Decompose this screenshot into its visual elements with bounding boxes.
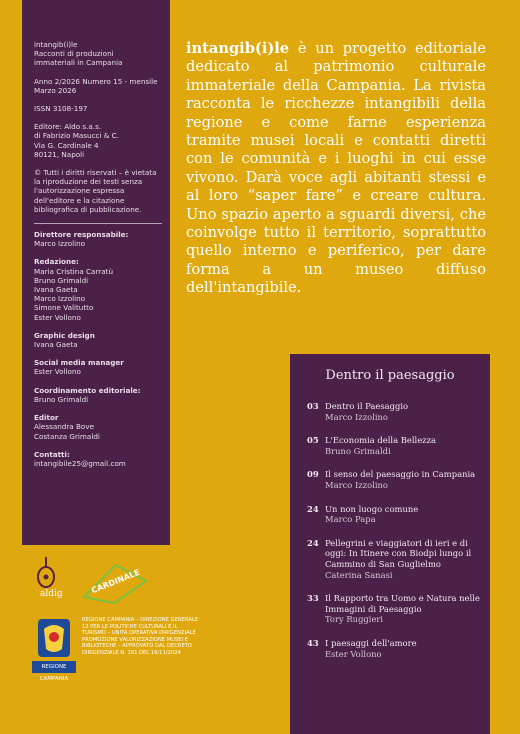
toc-heading: Dentro il paesaggio bbox=[325, 368, 455, 383]
editorial-name: Bruno Grimaldi bbox=[34, 275, 89, 285]
intro-paragraph bbox=[186, 40, 486, 298]
cardinale-text: CARDINALE bbox=[90, 567, 142, 596]
graphic-info bbox=[22, 331, 170, 349]
rights-info bbox=[22, 168, 170, 214]
publisher-line: Via G. Cardinale 4 bbox=[34, 140, 99, 150]
toc-title: Dentro il Paesaggio bbox=[325, 401, 409, 411]
toc-page-number: 03 bbox=[307, 401, 319, 411]
director-label: Direttore responsabile: bbox=[34, 230, 129, 240]
editor-name: Costanza Grimaldi bbox=[34, 431, 100, 441]
toc-author: Caterina Sanasi bbox=[325, 569, 393, 580]
cardinale-logo bbox=[80, 557, 150, 605]
issue-info bbox=[22, 77, 170, 95]
editor-info bbox=[22, 413, 170, 441]
sponsor-logos bbox=[32, 555, 282, 725]
publisher-line: Editore: Aldo s.a.s. bbox=[34, 122, 102, 132]
issue-date: Marzo 2026 bbox=[34, 85, 77, 95]
coord-label: Coordinamento editoriale: bbox=[34, 385, 141, 395]
coord-name: Bruno Grimaldi bbox=[34, 394, 89, 404]
toc-page-number: 24 bbox=[307, 503, 319, 514]
magazine-subtitle: immateriali in Campania bbox=[34, 58, 123, 68]
coord-info bbox=[22, 386, 170, 404]
contact-label: Contatti: bbox=[34, 449, 70, 459]
toc-item[interactable] bbox=[307, 469, 482, 490]
mandolin-icon bbox=[32, 555, 74, 589]
editorial-name: Maria Cristina Carratù bbox=[34, 266, 114, 276]
toc-author: Marco Papa bbox=[325, 514, 376, 525]
editor-label: Editor bbox=[34, 413, 59, 423]
toc-title: Il Rapporto tra Uomo e Natura nelle Immagini di Paesaggio bbox=[325, 593, 480, 614]
editorial-name: Simone Valitutto bbox=[34, 303, 94, 313]
toc-author: Marco Izzolino bbox=[325, 479, 388, 490]
toc-title: Pellegrini e viaggiatori di ieri e di oggi: In Itinere con Biodpi lungo il Cammino di San Guglielmo bbox=[325, 537, 472, 569]
editorial-info bbox=[22, 257, 170, 321]
social-info bbox=[22, 358, 170, 376]
toc-author: Marco Izzolino bbox=[325, 411, 388, 422]
toc-item[interactable] bbox=[307, 593, 482, 625]
director-name: Marco Izzolino bbox=[34, 239, 86, 249]
toc-page-number: 24 bbox=[307, 537, 319, 548]
contact-email[interactable]: intangibile25@gmail.com bbox=[34, 458, 126, 468]
toc-page-number: 05 bbox=[307, 435, 319, 446]
social-label: Social media manager bbox=[34, 358, 124, 368]
toc-list bbox=[290, 401, 490, 659]
region-crest-icon bbox=[32, 617, 76, 661]
toc-page-number: 09 bbox=[307, 469, 319, 480]
toc-author: Ester Vollono bbox=[325, 648, 382, 659]
toc-item[interactable] bbox=[307, 638, 482, 659]
toc-item[interactable] bbox=[307, 538, 482, 580]
publisher-line: 80121, Napoli bbox=[34, 149, 85, 159]
issue-line: Anno 2/2026 Numero 15 - mensile bbox=[34, 76, 158, 86]
editorial-name: Ivana Gaeta bbox=[34, 285, 78, 295]
colophon-panel bbox=[22, 0, 170, 545]
rights-line: bibliografica di pubblicazione. bbox=[34, 204, 142, 214]
editorial-name: Ester Vollono bbox=[34, 312, 81, 322]
toc-title: L'Economia della Bellezza bbox=[325, 435, 436, 446]
editor-name: Alessandra Bove bbox=[34, 422, 94, 432]
region-logo bbox=[32, 617, 76, 682]
toc-title: Un non luogo comune bbox=[325, 503, 419, 514]
region-name: REGIONE CAMPANIA bbox=[32, 661, 76, 673]
rights-line: dell'editore e la citazione bbox=[34, 195, 125, 205]
graphic-name: Ivana Gaeta bbox=[34, 340, 78, 350]
toc-title: Il senso del paesaggio in Campania bbox=[325, 469, 476, 480]
intro-brand: intangib(i)le bbox=[186, 40, 290, 57]
contact-info bbox=[22, 450, 170, 468]
toc-item[interactable] bbox=[307, 401, 482, 422]
graphic-label: Graphic design bbox=[34, 330, 95, 340]
director-info bbox=[22, 230, 170, 248]
publisher-info bbox=[22, 122, 170, 159]
magazine-subtitle: Racconti di produzioni bbox=[34, 49, 114, 59]
toc-item[interactable] bbox=[307, 435, 482, 456]
aldig-logo bbox=[32, 555, 74, 605]
aldig-name: aldig bbox=[40, 589, 63, 599]
toc-author: Tory Ruggieri bbox=[325, 614, 384, 625]
toc-author: Bruno Grimaldi bbox=[325, 445, 391, 456]
editorial-label: Redazione: bbox=[34, 257, 79, 267]
table-of-contents bbox=[290, 354, 490, 734]
region-fine-print: REGIONE CAMPANIA – DIREZIONE GENERALE 12 PER LE POLITICHE CULTURALI E IL TURISMO – UNITÀ OPERATIVA DIRIGENZIALE PROMOZIONE VALORIZZAZIONE MUSEI E BIBLIOTECHE – APPROVATO DAL DECRETO DIRIGENZIALE N. 181 DEL 16/11/2024 bbox=[82, 617, 199, 656]
issn-info bbox=[22, 104, 170, 113]
rights-line: © Tutti i diritti riservati – è vietata bbox=[34, 168, 157, 178]
intro-text: è un progetto editoriale dedicato al patrimonio culturale immateriale della Campania. La rivista racconta le ricchezze intangibili della regione e come farne esperienza tramite musei locali e contatti diretti con le comunità e i luoghi in cui esse vivono. Darà voce agli abitanti stessi e al loro “saper fare” e creare cultura. Uno spazio aperto a sguardi diversi, che coinvolge tutto il territorio, soprattutto quello interno e periferico, per dare forma a un museo diffuso dell'intangibile. bbox=[186, 40, 486, 297]
magazine-name: intangib(i)le bbox=[34, 40, 78, 49]
rights-line: la riproduzione dei testi senza bbox=[34, 177, 143, 187]
publisher-line: di Fabrizio Masucci & C. bbox=[34, 131, 119, 141]
social-name: Ester Vollono bbox=[34, 367, 81, 377]
issn: ISSN 3108-197 bbox=[34, 104, 88, 114]
toc-page-number: 43 bbox=[307, 637, 319, 648]
divider bbox=[34, 223, 162, 224]
editorial-name: Marco Izzolino bbox=[34, 294, 86, 304]
toc-item[interactable] bbox=[307, 504, 482, 525]
toc-page-number: 33 bbox=[307, 593, 319, 604]
toc-title: I paesaggi dell'amore bbox=[325, 637, 417, 648]
magazine-info bbox=[22, 40, 170, 68]
rights-line: l'autorizzazione espressa bbox=[34, 186, 125, 196]
